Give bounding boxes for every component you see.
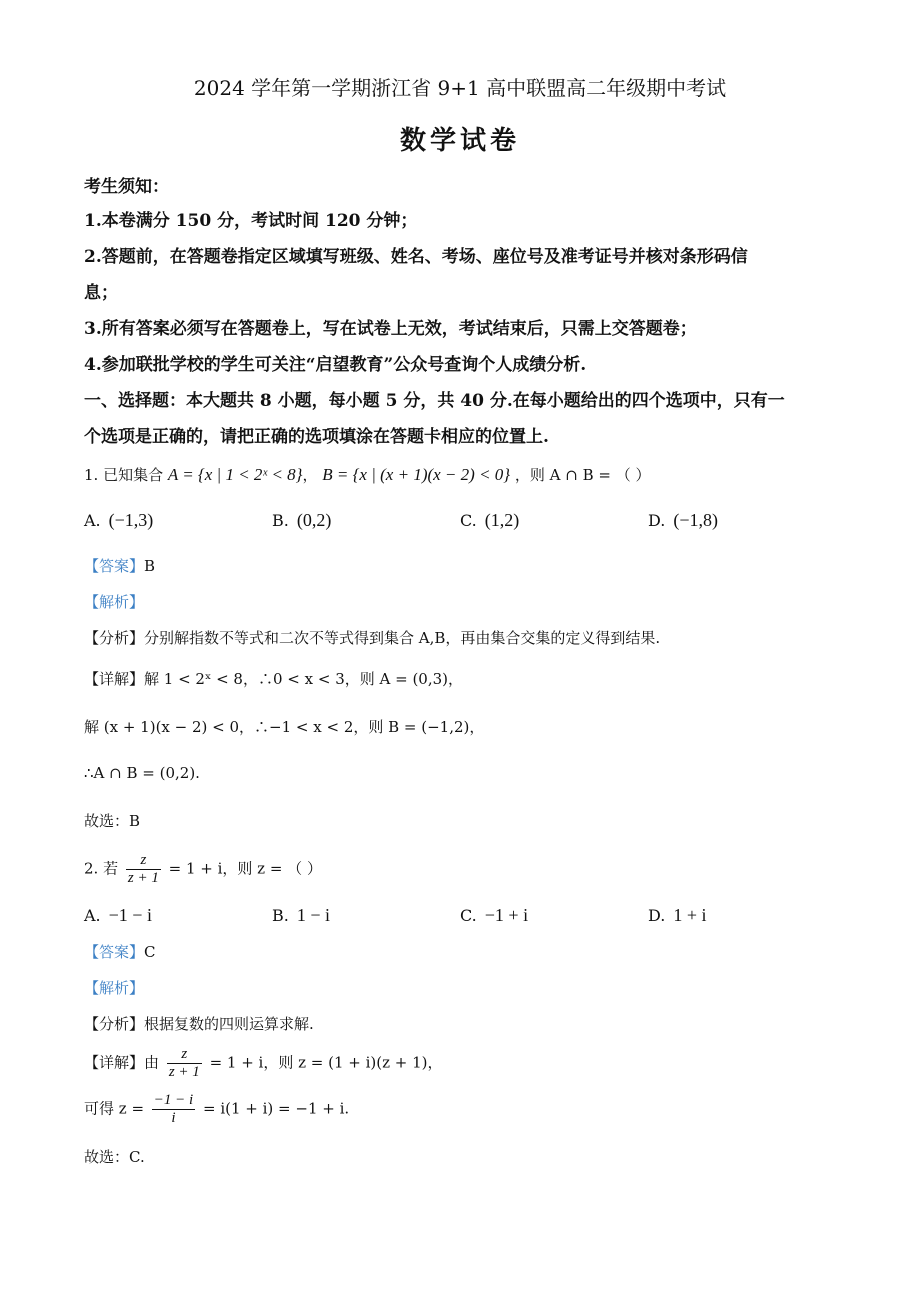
q1-analysis-tag: 【解析】 xyxy=(84,593,145,611)
q1-set-a: A = {x | 1 < 2ˣ < 8} xyxy=(167,465,303,484)
q1-answer-value: B xyxy=(144,557,156,575)
q1-detail-1: 【详解】解 1 < 2ˣ < 8，∴0 < x < 3，则 A = (0,3)， xyxy=(84,670,464,688)
q2-stem: 2. 若 $\frac{z}{z + 1}$ = 1 + i，则 z = （ ） xyxy=(84,852,322,886)
q1-detail-2: 解 (x + 1)(x − 2) < 0，∴−1 < x < 2，则 B = (−1,2)， xyxy=(84,718,485,736)
q1-answer-tag: 【答案】 xyxy=(84,557,145,575)
q1-stem-prefix: 1. 已知集合 xyxy=(84,466,164,484)
q2-fenxi: 【分析】根据复数的四则运算求解. xyxy=(84,1015,314,1033)
notice-item-4: 4.参加联批学校的学生可关注“启望教育”公众号查询个人成绩分析. xyxy=(84,355,587,375)
q2-option-d: D. 1 + i xyxy=(648,905,707,925)
q2-detail-2: 可得 z = $\frac{-1 - i}{i}$ = i(1 + i) = −1 + i. xyxy=(84,1092,350,1126)
q1-stem: 1. 已知集合 A = {x | 1 < 2ˣ < 8}， B = {x | (x + 1)(x − 2) < 0} ，则 A ∩ B = （ ） xyxy=(84,465,651,484)
q2-detail-1: 【详解】由 $\frac{z}{z + 1}$ = 1 + i，则 z = (1 + i)(z + 1)， xyxy=(84,1046,443,1080)
q2-option-a: A. −1 − i xyxy=(84,905,152,925)
notice-item-1: 1.本卷满分 150 分，考试时间 120 分钟； xyxy=(84,211,418,231)
q1-stem-suffix: ，则 A ∩ B = （ ） xyxy=(514,466,651,484)
exam-header: 2024 学年第一学期浙江省 9+1 高中联盟高二年级期中考试 xyxy=(193,76,727,100)
q2-conclusion: 故选：C. xyxy=(84,1148,145,1166)
q2-detail-fraction-1: $\frac{z}{z + 1}$ xyxy=(168,1046,200,1080)
q1-option-a: A. (−1,3) xyxy=(84,510,154,530)
q1-detail-3: ∴A ∩ B = (0,2). xyxy=(84,764,200,782)
section-heading-line2: 个选项是正确的，请把正确的选项填涂在答题卡相应的位置上. xyxy=(84,427,549,447)
exam-title: 数学试卷 xyxy=(399,126,520,156)
notice-heading: 考生须知： xyxy=(84,177,169,197)
notice-item-3: 3.所有答案必须写在答题卷上，写在试卷上无效，考试结束后，只需上交答题卷； xyxy=(84,319,697,339)
q2-fraction: $\frac{z}{z + 1}$ xyxy=(127,852,159,886)
q1-option-d: D. (−1,8) xyxy=(648,510,718,530)
q2-answer: 【答案】C xyxy=(84,943,156,961)
q1-answer xyxy=(84,555,155,576)
q2-detail-fraction-2: $\frac{-1 - i}{i}$ xyxy=(153,1092,194,1126)
q1-conclusion: 故选：B xyxy=(84,812,141,830)
q1-option-c: C. (1,2) xyxy=(460,510,520,530)
q1-set-b: B = {x | (x + 1)(x − 2) < 0} xyxy=(322,465,511,484)
notice-item-2: 2.答题前，在答题卷指定区域填写班级、姓名、考场、座位号及准考证号并核对条形码信 xyxy=(84,247,748,267)
q2-analysis-tag: 【解析】 xyxy=(84,979,145,997)
section-heading-line1: 一、选择题：本大题共 8 小题，每小题 5 分，共 40 分.在每小题给出的四个选项中，只有一 xyxy=(84,391,785,411)
q2-option-c: C. −1 + i xyxy=(460,905,529,925)
notice-item-2-cont: 息； xyxy=(84,283,118,303)
q1-option-b: B. (0,2) xyxy=(272,510,332,530)
q2-option-b: B. 1 − i xyxy=(272,905,330,925)
q1-fenxi: 【分析】分别解指数不等式和二次不等式得到集合 A,B，再由集合交集的定义得到结果. xyxy=(84,629,661,647)
